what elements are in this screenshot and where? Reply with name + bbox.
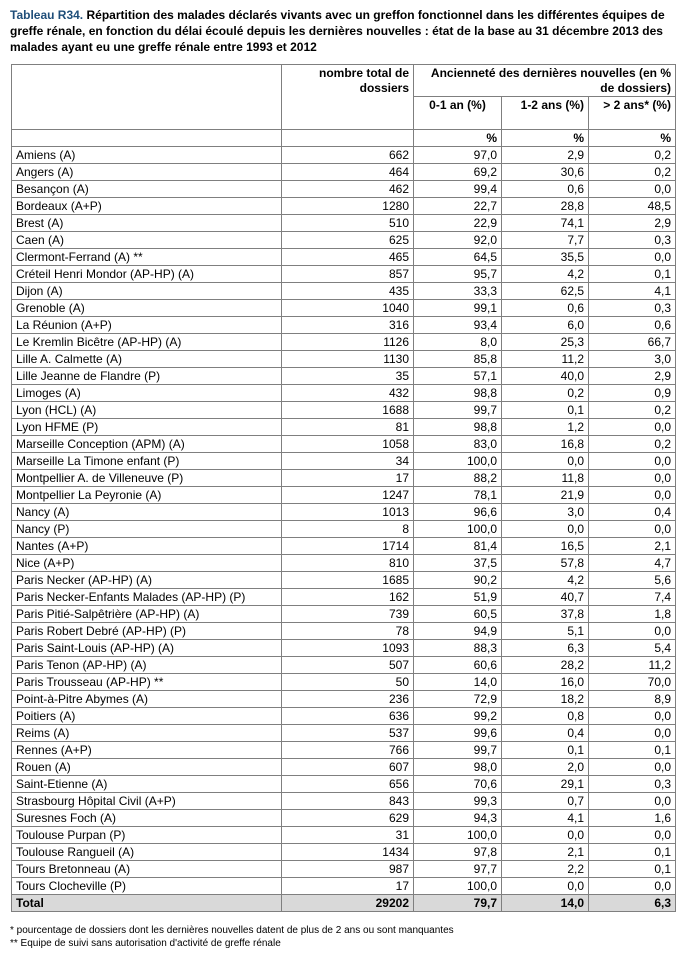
pct-plus-2-ans: 5,6 — [589, 572, 676, 589]
centre-name: Clermont-Ferrand (A) ** — [12, 249, 282, 266]
pct-1-2-ans: 4,1 — [502, 810, 589, 827]
pct-plus-2-ans: 0,2 — [589, 147, 676, 164]
table-row — [12, 844, 676, 861]
total-dossiers: 1434 — [282, 844, 414, 861]
table-row — [12, 181, 676, 198]
total-dossiers: 1247 — [282, 487, 414, 504]
total-dossiers: 236 — [282, 691, 414, 708]
total-dossiers: 462 — [282, 181, 414, 198]
total-dossiers: 656 — [282, 776, 414, 793]
pct-1-2-ans: 28,8 — [502, 198, 589, 215]
pct-1-2-ans: 2,0 — [502, 759, 589, 776]
pct-1-2-ans: 0,1 — [502, 742, 589, 759]
table-row — [12, 657, 676, 674]
pct-1-2-ans: 16,8 — [502, 436, 589, 453]
table-row — [12, 385, 676, 402]
centre-name: Angers (A) — [12, 164, 282, 181]
total-dossiers: 17 — [282, 878, 414, 895]
pct-0-1-an: 98,0 — [414, 759, 502, 776]
header-col-0-1-an: 0-1 an (%) — [414, 97, 502, 130]
pct-plus-2-ans: 0,3 — [589, 232, 676, 249]
total-dossiers: 629 — [282, 810, 414, 827]
pct-plus-2-ans: 0,1 — [589, 742, 676, 759]
pct-plus-2-ans: 0,2 — [589, 436, 676, 453]
centre-name: Paris Necker-Enfants Malades (AP-HP) (P) — [12, 589, 282, 606]
centre-name: Besançon (A) — [12, 181, 282, 198]
table-row — [12, 759, 676, 776]
pct-1-2-ans: 40,0 — [502, 368, 589, 385]
pct-0-1-an: 88,2 — [414, 470, 502, 487]
unit-percent-1: % — [414, 130, 502, 147]
total-dossiers: 857 — [282, 266, 414, 283]
centre-name: Lille A. Calmette (A) — [12, 351, 282, 368]
pct-1-2-ans: 7,7 — [502, 232, 589, 249]
pct-0-1-an: 99,1 — [414, 300, 502, 317]
table-row — [12, 878, 676, 895]
pct-0-1-an: 99,7 — [414, 402, 502, 419]
table-body — [12, 147, 676, 895]
pct-plus-2-ans: 5,4 — [589, 640, 676, 657]
pct-0-1-an: 69,2 — [414, 164, 502, 181]
total-dossiers: 766 — [282, 742, 414, 759]
pct-1-2-ans: 18,2 — [502, 691, 589, 708]
centre-name: Paris Robert Debré (AP-HP) (P) — [12, 623, 282, 640]
table-row — [12, 504, 676, 521]
centre-name: Montpellier La Peyronie (A) — [12, 487, 282, 504]
pct-0-1-an: 81,4 — [414, 538, 502, 555]
pct-0-1-an: 99,3 — [414, 793, 502, 810]
total-dossiers: 1013 — [282, 504, 414, 521]
total-dossiers: 162 — [282, 589, 414, 606]
centre-name: Tours Clocheville (P) — [12, 878, 282, 895]
centre-name: Montpellier A. de Villeneuve (P) — [12, 470, 282, 487]
total-dossiers: 662 — [282, 147, 414, 164]
total-dossiers: 843 — [282, 793, 414, 810]
pct-0-1-an: 97,0 — [414, 147, 502, 164]
pct-1-2-ans: 0,0 — [502, 878, 589, 895]
pct-1-2-ans: 28,2 — [502, 657, 589, 674]
header-total-dossiers: nombre total de dossiers — [282, 65, 414, 130]
pct-1-2-ans: 40,7 — [502, 589, 589, 606]
pct-plus-2-ans: 0,0 — [589, 249, 676, 266]
pct-0-1-an: 51,9 — [414, 589, 502, 606]
pct-0-1-an: 97,8 — [414, 844, 502, 861]
centre-name: Suresnes Foch (A) — [12, 810, 282, 827]
pct-0-1-an: 37,5 — [414, 555, 502, 572]
pct-plus-2-ans: 0,0 — [589, 470, 676, 487]
centre-name: Lyon (HCL) (A) — [12, 402, 282, 419]
table-row — [12, 793, 676, 810]
pct-plus-2-ans: 0,0 — [589, 623, 676, 640]
pct-plus-2-ans: 2,9 — [589, 215, 676, 232]
pct-1-2-ans: 1,2 — [502, 419, 589, 436]
total-dossiers: 625 — [282, 232, 414, 249]
total-dossiers: 1714 — [282, 538, 414, 555]
pct-0-1-an: 78,1 — [414, 487, 502, 504]
pct-plus-2-ans: 0,0 — [589, 181, 676, 198]
centre-name: Nice (A+P) — [12, 555, 282, 572]
total-row — [12, 895, 676, 912]
pct-0-1-an: 72,9 — [414, 691, 502, 708]
pct-1-2-ans: 0,0 — [502, 827, 589, 844]
pct-plus-2-ans: 11,2 — [589, 657, 676, 674]
pct-0-1-an: 100,0 — [414, 521, 502, 538]
pct-plus-2-ans: 0,0 — [589, 827, 676, 844]
pct-0-1-an: 60,6 — [414, 657, 502, 674]
total-dossiers: 1280 — [282, 198, 414, 215]
pct-plus-2-ans: 0,0 — [589, 521, 676, 538]
total-dossiers: 739 — [282, 606, 414, 623]
pct-1-2-ans: 6,3 — [502, 640, 589, 657]
centre-name: Paris Trousseau (AP-HP) ** — [12, 674, 282, 691]
total-dossiers: 987 — [282, 861, 414, 878]
pct-0-1-an: 22,7 — [414, 198, 502, 215]
pct-plus-2-ans: 0,0 — [589, 453, 676, 470]
unit-percent-2: % — [502, 130, 589, 147]
pct-plus-2-ans: 8,9 — [589, 691, 676, 708]
centre-name: Nancy (P) — [12, 521, 282, 538]
pct-plus-2-ans: 3,0 — [589, 351, 676, 368]
pct-plus-2-ans: 0,2 — [589, 164, 676, 181]
pct-0-1-an: 96,6 — [414, 504, 502, 521]
table-row — [12, 351, 676, 368]
table-row — [12, 300, 676, 317]
pct-0-1-an: 93,4 — [414, 317, 502, 334]
centre-name: Point-à-Pitre Abymes (A) — [12, 691, 282, 708]
header-anciennete: Ancienneté des dernières nouvelles (en % de dossiers) — [414, 65, 676, 97]
pct-0-1-an: 99,7 — [414, 742, 502, 759]
total-dossiers: 810 — [282, 555, 414, 572]
total-dossiers: 1040 — [282, 300, 414, 317]
header-col-1-2-ans: 1-2 ans (%) — [502, 97, 589, 130]
centre-name: Paris Tenon (AP-HP) (A) — [12, 657, 282, 674]
table-row — [12, 674, 676, 691]
total-dossiers: 607 — [282, 759, 414, 776]
table-caption — [10, 7, 680, 55]
pct-0-1-an: 64,5 — [414, 249, 502, 266]
table-row — [12, 810, 676, 827]
centre-name: Brest (A) — [12, 215, 282, 232]
pct-0-1-an: 92,0 — [414, 232, 502, 249]
pct-plus-2-ans: 48,5 — [589, 198, 676, 215]
footnote-2: ** Equipe de suivi sans autorisation d'activité de greffe rénale — [10, 938, 281, 949]
pct-1-2-ans: 0,0 — [502, 453, 589, 470]
pct-plus-2-ans: 0,4 — [589, 504, 676, 521]
table-row — [12, 827, 676, 844]
table-row — [12, 147, 676, 164]
pct-1-2-ans: 25,3 — [502, 334, 589, 351]
pct-1-2-ans: 0,8 — [502, 708, 589, 725]
pct-plus-2-ans: 66,7 — [589, 334, 676, 351]
table-row — [12, 334, 676, 351]
pct-plus-2-ans: 4,7 — [589, 555, 676, 572]
centre-name: Paris Necker (AP-HP) (A) — [12, 572, 282, 589]
pct-1-2-ans: 0,0 — [502, 521, 589, 538]
table-row — [12, 283, 676, 300]
table-title: Répartition des malades déclarés vivants avec un greffon fonctionnel dans les différentes équipes de greffe rénale, en fonction du délai écoulé depuis les dernières nouvelles : état de la base au 31 décembre 2013 des malades ayant eu une greffe rénale entre 1993 et 2012 — [10, 8, 665, 54]
centre-name: Lyon HFME (P) — [12, 419, 282, 436]
pct-1-2-ans: 11,8 — [502, 470, 589, 487]
pct-plus-2-ans: 0,9 — [589, 385, 676, 402]
pct-1-2-ans: 0,2 — [502, 385, 589, 402]
table-row — [12, 164, 676, 181]
pct-plus-2-ans: 70,0 — [589, 674, 676, 691]
pct-0-1-an: 98,8 — [414, 419, 502, 436]
table-row — [12, 419, 676, 436]
table-row — [12, 640, 676, 657]
total-dossiers: 464 — [282, 164, 414, 181]
pct-0-1-an: 83,0 — [414, 436, 502, 453]
pct-0-1-an: 94,3 — [414, 810, 502, 827]
pct-1-2-ans: 0,1 — [502, 402, 589, 419]
total-dossiers: 81 — [282, 419, 414, 436]
table-row — [12, 742, 676, 759]
pct-plus-2-ans: 7,4 — [589, 589, 676, 606]
unit-percent-3: % — [589, 130, 676, 147]
centre-name: Rouen (A) — [12, 759, 282, 776]
pct-1-2-ans: 2,9 — [502, 147, 589, 164]
total-dossiers: 1093 — [282, 640, 414, 657]
centre-name: Lille Jeanne de Flandre (P) — [12, 368, 282, 385]
pct-1-2-ans: 16,0 — [502, 674, 589, 691]
pct-plus-2-ans: 0,3 — [589, 300, 676, 317]
centre-name: La Réunion (A+P) — [12, 317, 282, 334]
total-dossiers: 435 — [282, 283, 414, 300]
pct-plus-2-ans: 0,1 — [589, 861, 676, 878]
pct-1-2-ans: 16,5 — [502, 538, 589, 555]
pct-0-1-an: 97,7 — [414, 861, 502, 878]
pct-1-2-ans: 74,1 — [502, 215, 589, 232]
pct-0-1-an: 95,7 — [414, 266, 502, 283]
table-row — [12, 708, 676, 725]
pct-plus-2-ans: 0,1 — [589, 266, 676, 283]
centre-name: Toulouse Purpan (P) — [12, 827, 282, 844]
table-row — [12, 368, 676, 385]
pct-0-1-an: 100,0 — [414, 827, 502, 844]
table-row — [12, 436, 676, 453]
table-row — [12, 861, 676, 878]
total-dossiers: 537 — [282, 725, 414, 742]
pct-0-1-an: 60,5 — [414, 606, 502, 623]
pct-0-1-an: 14,0 — [414, 674, 502, 691]
total-dossiers: 78 — [282, 623, 414, 640]
centre-name: Poitiers (A) — [12, 708, 282, 725]
pct-plus-2-ans: 0,6 — [589, 317, 676, 334]
table-row — [12, 606, 676, 623]
table-row — [12, 453, 676, 470]
pct-1-2-ans: 0,6 — [502, 300, 589, 317]
total-pct-plus-2-ans: 6,3 — [589, 895, 676, 912]
total-dossiers: 507 — [282, 657, 414, 674]
total-dossiers: 17 — [282, 470, 414, 487]
pct-0-1-an: 70,6 — [414, 776, 502, 793]
pct-1-2-ans: 2,1 — [502, 844, 589, 861]
table-row — [12, 555, 676, 572]
pct-1-2-ans: 0,4 — [502, 725, 589, 742]
pct-plus-2-ans: 0,0 — [589, 759, 676, 776]
pct-plus-2-ans: 1,6 — [589, 810, 676, 827]
pct-1-2-ans: 29,1 — [502, 776, 589, 793]
pct-0-1-an: 98,8 — [414, 385, 502, 402]
table-row — [12, 487, 676, 504]
table-row — [12, 776, 676, 793]
centre-name: Nancy (A) — [12, 504, 282, 521]
table-number: Tableau R34. — [10, 8, 84, 22]
pct-1-2-ans: 57,8 — [502, 555, 589, 572]
centre-name: Paris Saint-Louis (AP-HP) (A) — [12, 640, 282, 657]
header-center-blank — [12, 65, 282, 130]
pct-0-1-an: 88,3 — [414, 640, 502, 657]
table-row — [12, 589, 676, 606]
pct-1-2-ans: 2,2 — [502, 861, 589, 878]
total-pct-1-2-ans: 14,0 — [502, 895, 589, 912]
pct-1-2-ans: 5,1 — [502, 623, 589, 640]
centre-name: Paris Pitié-Salpêtrière (AP-HP) (A) — [12, 606, 282, 623]
pct-plus-2-ans: 0,0 — [589, 793, 676, 810]
pct-plus-2-ans: 1,8 — [589, 606, 676, 623]
total-dossiers: 510 — [282, 215, 414, 232]
table-row — [12, 232, 676, 249]
total-dossiers: 316 — [282, 317, 414, 334]
pct-1-2-ans: 0,6 — [502, 181, 589, 198]
table-row — [12, 538, 676, 555]
header-col-plus-2-ans: > 2 ans* (%) — [589, 97, 676, 130]
pct-1-2-ans: 4,2 — [502, 266, 589, 283]
pct-1-2-ans: 35,5 — [502, 249, 589, 266]
pct-0-1-an: 99,6 — [414, 725, 502, 742]
table-row — [12, 402, 676, 419]
pct-0-1-an: 33,3 — [414, 283, 502, 300]
centre-name: Grenoble (A) — [12, 300, 282, 317]
centre-name: Marseille La Timone enfant (P) — [12, 453, 282, 470]
pct-1-2-ans: 30,6 — [502, 164, 589, 181]
centre-name: Saint-Etienne (A) — [12, 776, 282, 793]
total-dossiers: 1688 — [282, 402, 414, 419]
table-row — [12, 725, 676, 742]
total-dossiers: 1126 — [282, 334, 414, 351]
centre-name: Rennes (A+P) — [12, 742, 282, 759]
pct-plus-2-ans: 2,9 — [589, 368, 676, 385]
total-dossiers: 1130 — [282, 351, 414, 368]
pct-0-1-an: 85,8 — [414, 351, 502, 368]
pct-plus-2-ans: 4,1 — [589, 283, 676, 300]
pct-1-2-ans: 6,0 — [502, 317, 589, 334]
table-row — [12, 470, 676, 487]
pct-0-1-an: 90,2 — [414, 572, 502, 589]
total-dossiers: 636 — [282, 708, 414, 725]
total-dossiers: 35 — [282, 368, 414, 385]
table-row — [12, 691, 676, 708]
pct-plus-2-ans: 0,0 — [589, 878, 676, 895]
pct-0-1-an: 57,1 — [414, 368, 502, 385]
pct-1-2-ans: 21,9 — [502, 487, 589, 504]
centre-name: Amiens (A) — [12, 147, 282, 164]
centre-name: Strasbourg Hôpital Civil (A+P) — [12, 793, 282, 810]
total-dossiers: 1685 — [282, 572, 414, 589]
unit-row-blank-1 — [12, 130, 282, 147]
total-dossiers: 31 — [282, 827, 414, 844]
table-row — [12, 521, 676, 538]
pct-1-2-ans: 0,7 — [502, 793, 589, 810]
table-row — [12, 572, 676, 589]
pct-1-2-ans: 4,2 — [502, 572, 589, 589]
pct-0-1-an: 100,0 — [414, 453, 502, 470]
pct-plus-2-ans: 0,0 — [589, 419, 676, 436]
pct-0-1-an: 94,9 — [414, 623, 502, 640]
centre-name: Tours Bretonneau (A) — [12, 861, 282, 878]
pct-plus-2-ans: 2,1 — [589, 538, 676, 555]
total-dossiers: 8 — [282, 521, 414, 538]
centre-name: Nantes (A+P) — [12, 538, 282, 555]
total-dossiers: 34 — [282, 453, 414, 470]
pct-0-1-an: 99,2 — [414, 708, 502, 725]
pct-plus-2-ans: 0,3 — [589, 776, 676, 793]
pct-0-1-an: 99,4 — [414, 181, 502, 198]
pct-0-1-an: 8,0 — [414, 334, 502, 351]
total-dossiers: 50 — [282, 674, 414, 691]
pct-0-1-an: 100,0 — [414, 878, 502, 895]
centre-name: Limoges (A) — [12, 385, 282, 402]
data-table — [11, 64, 676, 912]
centre-name: Le Kremlin Bicêtre (AP-HP) (A) — [12, 334, 282, 351]
centre-name: Marseille Conception (APM) (A) — [12, 436, 282, 453]
table-row — [12, 623, 676, 640]
table-row — [12, 215, 676, 232]
total-dossiers: 29202 — [282, 895, 414, 912]
table-row — [12, 198, 676, 215]
pct-plus-2-ans: 0,0 — [589, 487, 676, 504]
centre-name: Toulouse Rangueil (A) — [12, 844, 282, 861]
pct-1-2-ans: 37,8 — [502, 606, 589, 623]
centre-name: Bordeaux (A+P) — [12, 198, 282, 215]
centre-name: Créteil Henri Mondor (AP-HP) (A) — [12, 266, 282, 283]
pct-plus-2-ans: 0,2 — [589, 402, 676, 419]
pct-1-2-ans: 11,2 — [502, 351, 589, 368]
pct-plus-2-ans: 0,1 — [589, 844, 676, 861]
total-label: Total — [12, 895, 282, 912]
footnotes — [10, 924, 680, 950]
total-dossiers: 465 — [282, 249, 414, 266]
centre-name: Reims (A) — [12, 725, 282, 742]
centre-name: Caen (A) — [12, 232, 282, 249]
pct-1-2-ans: 3,0 — [502, 504, 589, 521]
table-row — [12, 317, 676, 334]
total-pct-0-1-an: 79,7 — [414, 895, 502, 912]
pct-plus-2-ans: 0,0 — [589, 725, 676, 742]
total-dossiers: 1058 — [282, 436, 414, 453]
unit-row-blank-2 — [282, 130, 414, 147]
pct-plus-2-ans: 0,0 — [589, 708, 676, 725]
footnote-1: * pourcentage de dossiers dont les dernières nouvelles datent de plus de 2 ans ou sont manquantes — [10, 925, 454, 936]
table-row — [12, 249, 676, 266]
centre-name: Dijon (A) — [12, 283, 282, 300]
total-dossiers: 432 — [282, 385, 414, 402]
pct-0-1-an: 22,9 — [414, 215, 502, 232]
table-row — [12, 266, 676, 283]
pct-1-2-ans: 62,5 — [502, 283, 589, 300]
